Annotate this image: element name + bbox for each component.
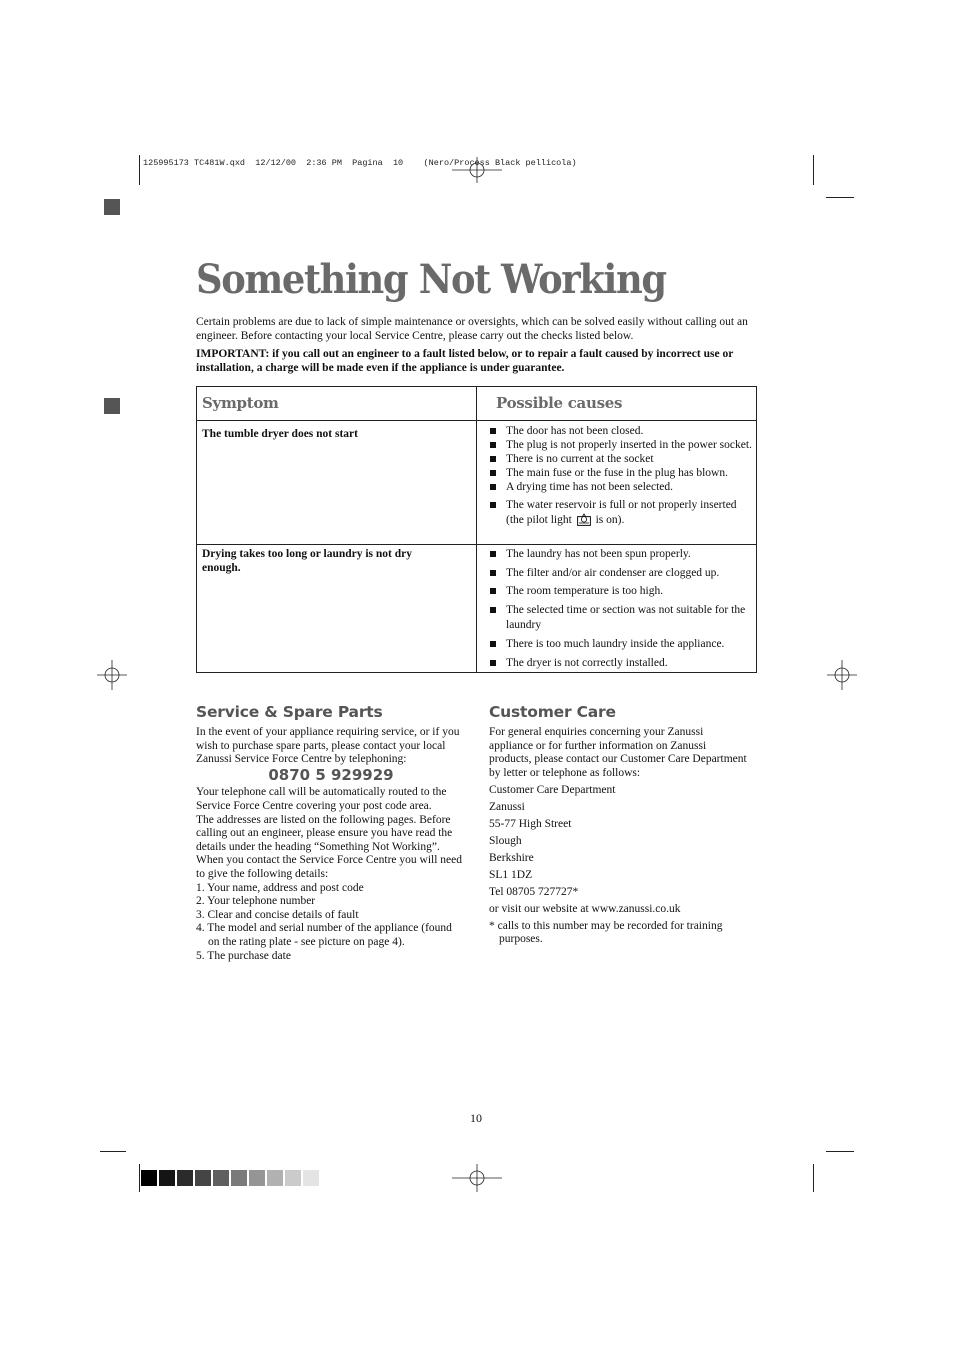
list-item: The plug is not properly inserted in the power socket.: [477, 438, 757, 452]
customer-care-section: [489, 726, 747, 947]
header-symptom: Symptom: [202, 394, 279, 412]
crop-mark: [100, 1151, 126, 1152]
service-details-text: When you contact the Service Force Centre you will need to give the following details:: [196, 854, 463, 880]
crop-mark: [826, 197, 854, 198]
symptom-cell: Drying takes too long or laundry is not dry enough.: [202, 548, 413, 574]
grey-swatch: [303, 1170, 319, 1186]
list-item: There is no current at the socket: [477, 452, 757, 466]
address-line: Zanussi: [489, 800, 525, 813]
telephone-line: Tel 08705 727727*: [489, 885, 579, 898]
grey-swatch: [159, 1170, 175, 1186]
customer-care-intro: For general enquiries concerning your Zanussi appliance or for further information on Zanussi products, please contact our Customer Care Department by letter or telephone as follows:: [489, 726, 747, 779]
important-notice: IMPORTANT: if you call out an engineer to a fault listed below, or to repair a fault caused by incorrect use or installation, a charge will be made even if the appliance is under guarantee.: [196, 348, 734, 374]
grey-swatch: [177, 1170, 193, 1186]
corner-marker: [104, 398, 120, 414]
water-reservoir-icon: [577, 513, 591, 526]
list-item: The dryer is not correctly installed.: [477, 656, 757, 670]
causes-cell: [477, 547, 757, 670]
registration-mark-icon: [827, 660, 857, 690]
colour-calibration-strip: [141, 1170, 319, 1186]
crop-mark: [813, 1164, 814, 1192]
list-item: The main fuse or the fuse in the plug has blown.: [477, 466, 757, 480]
troubleshooting-table: [196, 386, 757, 673]
list-item: A drying time has not been selected.: [477, 480, 757, 494]
grey-swatch: [267, 1170, 283, 1186]
service-addresses-text: The addresses are listed on the following pages. Before calling out an engineer, please ensure you have read the details under the heading “Something Not Working”.: [196, 813, 453, 853]
symptom-cell: The tumble dryer does not start: [202, 428, 358, 440]
intro-text: Certain problems are due to lack of simple maintenance or oversights, which can be solved easily without calling out an engineer. Before contacting your local Service Centre, please carry out the checks listed below.: [196, 316, 748, 342]
list-item: 5. The purchase date: [196, 949, 291, 962]
grey-swatch: [195, 1170, 211, 1186]
grey-swatch: [213, 1170, 229, 1186]
list-item: 4. The model and serial number of the appliance (found on the rating plate - see picture on page 4).: [196, 922, 452, 948]
service-routing-text: Your telephone call will be automatically routed to the Service Force Centre covering your post code area.: [196, 786, 447, 812]
crop-mark: [813, 155, 814, 185]
list-item: The water reservoir is full or not properly inserted (the pilot light is on).: [477, 498, 757, 528]
list-item: 3. Clear and concise details of fault: [196, 908, 359, 921]
list-item: The door has not been closed.: [477, 424, 757, 438]
grey-swatch: [285, 1170, 301, 1186]
list-item: The room temperature is too high.: [477, 584, 757, 598]
intro-section: [196, 315, 756, 379]
list-item: The laundry has not been spun properly.: [477, 547, 757, 561]
page-title: Something Not Working: [196, 256, 666, 303]
customer-care-heading: Customer Care: [489, 703, 616, 721]
list-item: There is too much laundry inside the appliance.: [477, 637, 757, 651]
address-line: SL1 1DZ: [489, 868, 533, 881]
service-intro: In the event of your appliance requiring service, or if you wish to purchase spare parts, please contact your local Zanussi Service Force Centre by telephoning:: [196, 726, 460, 766]
registration-mark-icon: [452, 1164, 502, 1194]
website-line: or visit our website at www.zanussi.co.uk: [489, 902, 681, 915]
list-item: 2. Your telephone number: [196, 895, 316, 908]
list-item: The filter and/or air condenser are clogged up.: [477, 566, 757, 580]
address-line: Customer Care Department: [489, 783, 616, 796]
crop-mark: [139, 155, 140, 185]
service-heading: Service & Spare Parts: [196, 703, 383, 721]
grey-swatch: [141, 1170, 157, 1186]
grey-swatch: [249, 1170, 265, 1186]
list-item: 1. Your name, address and post code: [196, 881, 364, 894]
grey-swatch: [231, 1170, 247, 1186]
registration-mark-icon: [97, 660, 127, 690]
recording-note: * calls to this number may be recorded for training purposes.: [489, 919, 723, 946]
corner-marker: [104, 199, 120, 215]
print-slug: 125995173 TC481W.qxd 12/12/00 2:36 PM Pagina 10 (Nero/Process Black pellicola): [143, 158, 577, 168]
address-line: Berkshire: [489, 851, 534, 864]
crop-mark: [139, 1164, 140, 1192]
header-possible-causes: Possible causes: [496, 394, 623, 412]
causes-cell: [477, 424, 757, 528]
customer-care-address: [489, 784, 747, 916]
list-item: The selected time or section was not suitable for the laundry: [477, 603, 757, 633]
address-line: 55-77 High Street: [489, 817, 572, 830]
registration-mark-icon: [452, 155, 502, 185]
page-number: 10: [470, 1111, 482, 1125]
address-line: Slough: [489, 834, 522, 847]
service-section: [196, 726, 466, 963]
service-phone-number: 0870 5 929929: [268, 765, 394, 784]
crop-mark: [826, 1151, 854, 1152]
